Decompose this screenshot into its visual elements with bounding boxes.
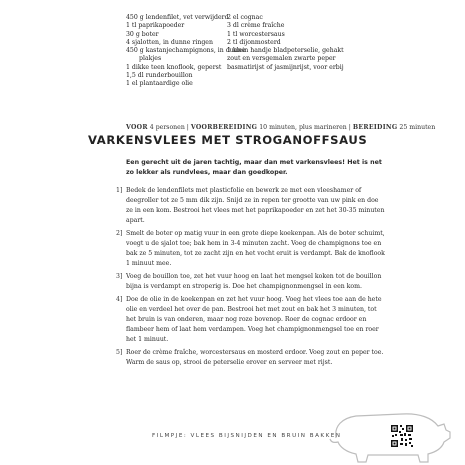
- step-item: [117, 272, 385, 292]
- recipe-meta: [126, 124, 435, 131]
- step-text: Bedek de lendenfilets met plasticfolie en bewerk ze met een vleeshamer of deegroller tot ze 5 mm dik zijn. Snijd ze in repen ter grootte van uw pink en doe ze in een kom. Bestrooi het vlees met het paprikapoeder en zet het 30-35 minuten apart.: [126, 187, 385, 224]
- prep-value: 10 minuten, plus marineren: [259, 124, 347, 131]
- ingredient-item: zout en versgemalen zwarte peper: [227, 55, 336, 63]
- step-number: 3]: [116, 273, 123, 280]
- cook-label: BEREIDING: [352, 124, 398, 131]
- recipe-title: VARKENSVLEES MET STROGANOFFSAUS: [88, 133, 368, 147]
- step-item: [117, 229, 385, 269]
- ingredient-item: 3 dl crème fraîche: [227, 22, 285, 30]
- step-number: 1]: [116, 187, 123, 194]
- step-text: Smelt de boter op matig vuur in een grote diepe koekenpan. Als de boter schuimt, voegt u de sjalot toe; bak hem in 3-4 minuten zacht. Voeg de champignons toe en bak ze 5 minuten, tot ze zacht zijn en het vocht eruit is verdampt. Bak de knoflook 1 minuut mee.: [126, 230, 385, 267]
- serves-value: 4 personen: [149, 124, 185, 131]
- step-number: 4]: [116, 296, 123, 303]
- recipe-steps: [117, 186, 385, 371]
- step-text: Doe de olie in de koekenpan en zet het vuur hoog. Voeg het vlees toe aan de hete olie en verdeel het over de pan. Bestrooi het met zout en bak het 3 minuten, tot het bruin is van onderen, maar nog roze bovenop. Roer de cognac erdoor en flambeer hem of laat hem verdampen. Voeg het champignonmengsel toe en roer het 1 minuut.: [126, 296, 382, 343]
- step-text: Voeg de bouillon toe, zet het vuur hoog en laat het mengsel koken tot de bouillon bijna is verdampt en stroperig is. Doe het champignonmengsel in een kom.: [126, 273, 382, 290]
- prep-label: VOORBEREIDING: [190, 124, 258, 131]
- ingredient-item: 450 g kastanjechampignons, in dunne: [126, 47, 246, 55]
- ingredient-item: 30 g boter: [126, 30, 159, 38]
- ingredient-item: 1,5 dl runderbouillon: [126, 72, 193, 80]
- ingredient-item: 1 klein handje bladpeterselie, gehakt: [227, 47, 344, 55]
- ingredient-item: 450 g lendenfilet, vet verwijderd: [126, 14, 229, 21]
- ingredient-item: 1 dikke teen knoflook, geperst: [126, 63, 222, 71]
- ingredient-item: 2 el cognac: [227, 14, 263, 21]
- ingredient-item: 1 tl paprikapoeder: [126, 22, 185, 30]
- step-item: [117, 186, 385, 226]
- video-footer-label: FILMPJE: VLEES BIJSNIJDEN EN BRUIN BAKKEN: [152, 433, 342, 439]
- meta-separator: |: [348, 124, 351, 131]
- ingredient-item: 4 sjalotten, in dunne ringen: [126, 38, 213, 46]
- meta-separator: |: [186, 124, 189, 131]
- cook-value: 25 minuten: [399, 124, 436, 131]
- ingredients-column-right: [227, 14, 387, 72]
- step-text: Roer de crème fraîche, worcestersaus en mosterd erdoor. Voeg zout en peper toe. Warm de saus op, strooi de peterselie erover en serveer met rijst.: [126, 349, 384, 366]
- step-item: [117, 348, 385, 368]
- ingredient-item: 1 tl worcestersaus: [227, 30, 285, 38]
- serves-label: VOOR: [126, 124, 148, 131]
- ingredient-item: 1 el plantaardige olie: [126, 80, 193, 88]
- ingredient-item: 2 tl dijonmosterd: [227, 38, 281, 46]
- step-number: 2]: [116, 230, 123, 237]
- recipe-intro: Een gerecht uit de jaren tachtig, maar dan met varkensvlees! Het is net zo lekker als rundvlees, maar dan goedkoper.: [126, 159, 382, 176]
- step-number: 5]: [116, 349, 123, 356]
- ingredient-item: basmatirijst of jasmijnrijst, voor erbij: [227, 63, 344, 71]
- qr-code-icon[interactable]: [390, 424, 414, 448]
- step-item: [117, 295, 385, 345]
- ingredient-item-continuation: plakjes: [139, 55, 162, 63]
